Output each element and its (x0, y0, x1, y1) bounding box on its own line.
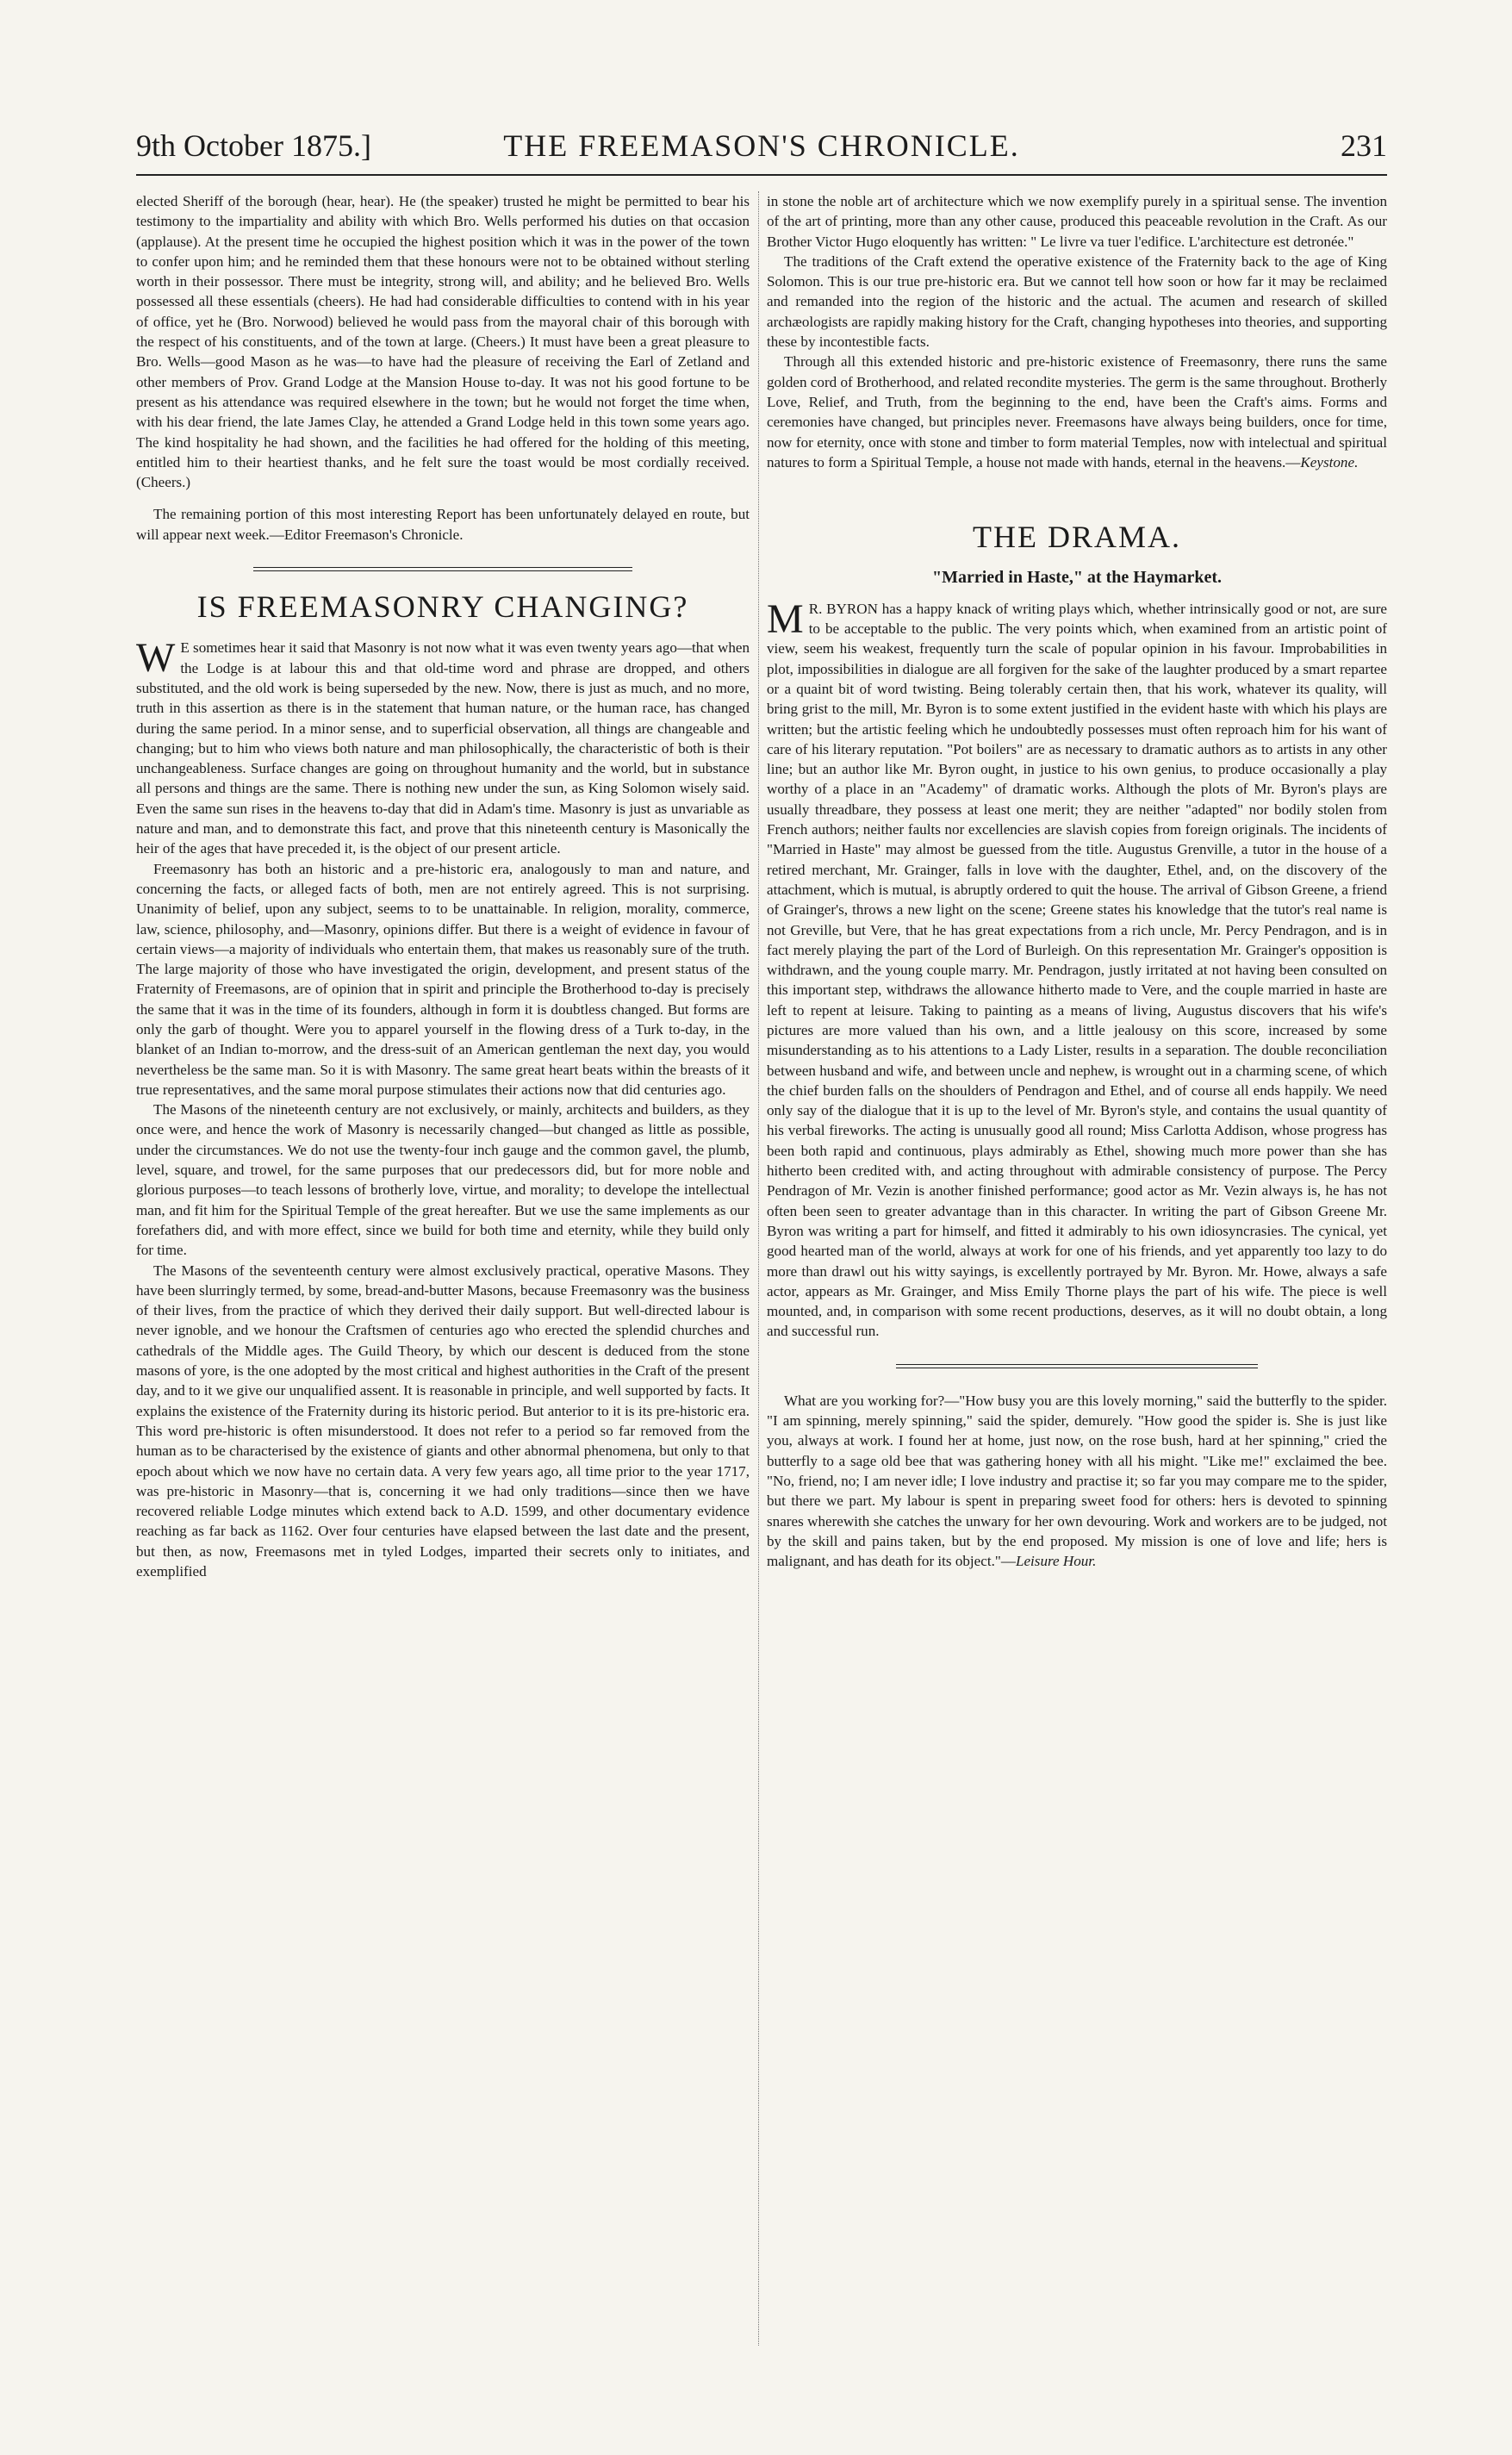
publication-title: THE FREEMASON'S CHRONICLE. (503, 128, 1020, 163)
article-heading-freemasonry: IS FREEMASONRY CHANGING? (196, 589, 689, 625)
right-column (767, 191, 1387, 1571)
article-paragraph: Freemasonry has both an historic and a pre-historic era, analogously to man and nature, and concerning the facts, or alleged facts of both, men are not entirely agreed. This is not surprising. Unanimity of belief, upon any subject, seems to to be unattainable. In religion, morality, commerce, law, science, philosophy, and—Masonry, opinions differ. But there is a weight of evidence in favour of certain views—a majority of individuals who entertain them, that makes us reasonably sure of the truth. The large majority of those who have investigated the origin, development, and present status of the Fraternity of Freemasons, are of opinion that in spirit and principle the Brotherhood to-day is precisely the same that it was in the time of its founders, although in form it is doubtless changed. But forms are only the garb of thought. Were you to apparel yourself in the flowing dress of a Turk to-day, in the blanket of an Indian to-morrow, and the dress-suit of an American gentleman the next day, you would nevertheless be the same man. So it is with Masonry. The same great heart beats within the breasts of it true representatives, and the same moral purpose stimulates their actions now that did centuries ago. (136, 860, 750, 1098)
column-divider (758, 191, 759, 2346)
left-column (136, 191, 750, 1581)
article-continuation: in stone the noble art of architecture which we now exemplify purely in a spiritual sense. The invention of the art of printing, more than any other cause, produced this peaceable revolution in the Craft. As our Brother Victor Hugo eloquently has written: " Le livre va tuer l'edifice. L'architecture est detronée." (767, 193, 1387, 250)
section-rule (253, 567, 632, 571)
article-paragraph: The traditions of the Craft extend the operative existence of the Fraternity back to the age of King Solomon. This is our true pre-historic era. But we cannot tell how soon or how far it may be reclaimed and remanded into the region of the historic and the actual. The acumen and research of skilled archæologists are rapidly making history for the Craft, changing hypotheses into theories, and supporting these by incontestible facts. (767, 252, 1387, 351)
page-number: 231 (1341, 128, 1387, 163)
drop-cap: M (767, 595, 804, 642)
fable-paragraph: What are you working for?—"How busy you are this lovely morning," said the butterfly to the spider. "I am spinning, merely spinning," said the spider, demurely. "How good the spider is. She is just like you, always at work. I found her at home, just now, on the rose bush, hard at her spinning," cried the butterfly to a sage old bee that was gathering honey with all his might. "Like me!" exclaimed the bee. "No, friend, no; I am never idle; I love industry and practise it; so far you may compare me to the spider, but there we part. My labour is spent in preparing sweet food for others: hers is devoted to spinning snares wherewith she catches the unwary for her own devouring. Work and workers are to be judged, not by the skill and pains taken, but by the end proposed. My mission is one of love and life; hers is malignant, and has death for its object."—Leisure Hour. (767, 1392, 1387, 1570)
issue-date: 9th October 1875.] (136, 128, 371, 163)
source-credit: Keystone. (1300, 453, 1359, 470)
report-continuation: elected Sheriff of the borough (hear, hear). He (the speaker) trusted he might be permitted to bear his testimony to the impartiality and ability with which Bro. Wells performed his duties on that occasion (applause). At the present time he occupied the highest position which it was in the power of the town to confer upon him; and he reminded them that these honours were not to be obtained without sterling worth in their possessor. There must be integrity, strong will, and ability; and he believed Bro. Wells possessed all these essentials (cheers). He had had considerable difficulties to contend with in his year of office, yet he (Bro. Norwood) believed he would pass from the mayoral chair of this borough with the respect of his constituents, and of the town at large. (Cheers.) It must have been a great pleasure to Bro. Wells—good Mason as he was—to have had the pleasure of receiving the Earl of Zetland and other members of Prov. Grand Lodge at the Mansion House to-day. It was not his good fortune to be present as his attendance was required elsewhere in the town; but he would not forget the time when, with his dear friend, the late James Clay, he attended a Grand Lodge held in this town some years ago. The kind hospitality he had shown, and the facilities he had offered for the holding of this meeting, entitled him to their heartiest thanks, and he felt sure the toast would be most cordially received. (Cheers.) (136, 193, 750, 491)
masthead (136, 122, 1387, 176)
section-rule (896, 1364, 1258, 1368)
editor-note: The remaining portion of this most interesting Report has been unfortunately delayed en route, but will appear next week.—Editor Freemason's Chronicle. (136, 506, 750, 543)
article-paragraph: Through all this extended historic and pre-historic existence of Freemasonry, there runs the same golden cord of Brotherhood, and related recondite mysteries. The germ is the same throughout. Brotherly Love, Relief, and Truth, from the beginning to the end, have been the Craft's aims. Forms and ceremonies have changed, but principles never. Freemasons have always being builders, once for time, now for eternity, once with stone and timber to form material Temples, now with intelectual and spiritual natures to form a Spiritual Temple, a house not made with hands, eternal in the heavens.—Keystone. (767, 353, 1387, 470)
source-credit: Leisure Hour. (1015, 1553, 1097, 1570)
article-paragraph: The Masons of the nineteenth century are not exclusively, or mainly, architects and builders, as they once were, and hence the work of Masonry is necessarily changed—but changed as little as possible, under the circumstances. We do not use the twenty-four inch gauge and the common gavel, the plumb, level, square, and trowel, for the same purposes that our predecessors did, but for more noble and glorious purposes—to teach lessons of brotherly love, virtue, and morality; to develope the intellectual man, and fit him for the Spiritual Temple of the great hereafter. But we use the same implements as our forefathers did, and with more effect, since we build for both time and eternity, while they build only for time. (136, 1101, 750, 1259)
drama-review: M R. BYRON has a happy knack of writing plays which, whether intrinsically good or not, are sure to be acceptable to the public. The very points which, when examined from an artistic point of view, seem his weakest, frequently turn the scale of popular opinion in his favour. Improbabilities in plot, impossibilities in dialogue are all forgiven for the sake of the laughter produced by a smart repartee or a quaint bit of word twisting. Being tolerably certain then, that his work, whatever its quality, will bring grist to the mill, Mr. Byron is to some extent justified in the evident haste with which his plays are written; but the artistic feeling which he undoubtedly possesses must often reproach him for his want of care of his literary reputation. "Pot boilers" are as necessary to dramatic authors as to artists in any other line; but an author like Mr. Byron ought, in justice to his own genius, to produce occasionally a play worthy of a place in an "Academy" of dramatic works. Although the plots of Mr. Byron's plays are usually threadbare, they possess at least one merit; they are neither "adapted" nor bodily stolen from French authors; neither faults nor excellencies are slavish copies from foreign originals. The incidents of "Married in Haste" may almost be guessed from the title. Augustus Grenville, a tutor in the house of a retired merchant, Mr. Grainger, falls in love with the daughter, Ethel, and, on the discovery of the attachment, which is mutual, is abruptly ordered to quit the house. The arrival of Gibson Greene, a friend of Grainger's, throws a new light on the scene; Greene states his knowledge that the tutor's real name is not Greville, but Vere, that he has great expectations from a rich uncle, Mr. Percy Pendragon, and is in fact merely playing the part of the Lord of Burleigh. On this representation Mr. Grainger's opposition is withdrawn, and the young couple marry. Mr. Pendragon, justly irritated at not having been consulted on this important step, withdraws the allowance hitherto made to Vere, and the couple married in haste are left to repent at leisure. Taking to painting as a means of living, Augustus discovers that his wife's pictures are more valued than his own, and a little jealousy on this score, increased by some misunderstanding as to his attentions to a Lady Lister, results in a separation. The double reconciliation between husband and wife, and between uncle and nephew, is wrought out in a charming scene, of which the chief burden falls on the shoulders of Pendragon and Ethel, and of course all ends happily. We need only say of the dialogue that it is up to the level of Mr. Byron's style, and contains the usual quantity of his verbal fireworks. The acting is unusually good all round; Miss Carlotta Addison, whose progress has been both rapid and continuous, plays admirably as Ethel, showing much more power than she has hitherto been credited with, and acting throughout with admirable consistency of purpose. The Percy Pendragon of Mr. Vezin is another finished performance; good actor as Mr. Vezin always is, he has not often been seen to greater advantage than in this character. In writing the part of Gibson Greene Mr. Byron was writing a part for himself, and fitted it admirably to his own idiosyncrasies. The cynical, yet good hearted man of the world, always at work for one of his friends, and yet apparently too lazy to do more than drawl out his witty sayings, is excellently portrayed by Mr. Byron. Mr. Howe, always a safe actor, appears as Mr. Grainger, and Miss Emily Thorne plays the part of his wife. The piece is well mounted, and, in comparison with some recent productions, deserves, as it will no doubt obtain, a long and successful run. (767, 595, 1387, 1340)
drama-subheading: "Married in Haste," at the Haymarket. (931, 568, 1223, 588)
article-paragraph: W E sometimes hear it said that Masonry is not now what it was even twenty years ago—that when the Lodge is at labour this and that old-time word and phrase are dropped, and others substituted, and the old work is being superseded by the new. Now, there is just as much, and no more, truth in this assertion as there is in the statement that human nature, or the human race, has changed during the same period. In a minor sense, and to superficial observation, all things are changeable and changing; but to him who views both nature and man philosophically, the characteristic of both is their unchangeableness. Surface changes are going on throughout humanity and the world, but in substance all persons and things are the same. There is nothing new under the sun, as King Solomon wisely said. Even the same sun rises in the heavens to-day that did in Adam's time. Masonry is just as unvariable as nature and man, and to demonstrate this fact, and prove that this nineteenth century is Masonically the heir of the ages that have preceded it, is the object of our present article. (136, 635, 750, 857)
article-paragraph: The Masons of the seventeenth century were almost exclusively practical, operative Masons. They have been slurringly termed, by some, bread-and-butter Masons, because Freemasonry was the business of their lives, from the practice of which they derived their daily support. But well-directed labour is never ignoble, and we honour the Craftsmen of centuries ago who erected the splendid churches and cathedrals of the Middle ages. The Guild Theory, by which our descent is deduced from the stone masons of yore, is the one adopted by the most critical and highest authorities in the Craft of the present day, and to it we give our unqualified assent. It is reasonable in principle, and well supported by facts. It explains the existence of the Fraternity during its historic period. But anterior to it is its pre-historic era. This word pre-historic is often misunderstood. It does not refer to a period so far removed from the human as to be characterised by the existence of giants and other abnormal phenomena, but only to that epoch about which we now have no certain data. A very few years ago, all time prior to the year 1717, was pre-historic in Masonry—that is, concerning it we had only traditions—since then we have recovered reliable Lodge minutes which extend back to A.D. 1599, and other documentary evidence reaching as far back as 1162. Over four centuries have elapsed between the last date and the present, but then, as now, Freemasons met in tyled Lodges, imparted their secrets only to initiates, and exemplified (136, 1262, 750, 1580)
drama-heading: THE DRAMA. (973, 520, 1181, 555)
drop-cap: W (136, 635, 176, 682)
